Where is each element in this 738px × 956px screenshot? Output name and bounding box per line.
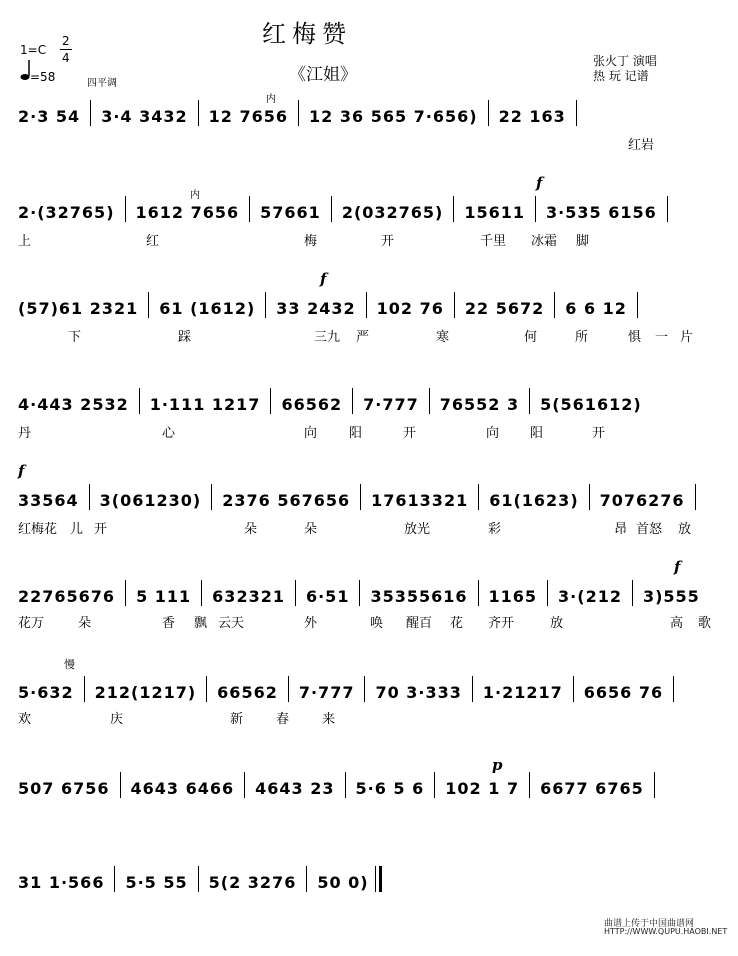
time-signature-top: 2: [62, 34, 70, 48]
lyric: 寒: [436, 330, 450, 345]
barline: [589, 484, 590, 510]
barline: [667, 196, 668, 222]
lyric: 惧: [628, 330, 642, 345]
barline: [148, 292, 149, 318]
measure: 5·5 55: [125, 873, 188, 892]
barline: [554, 292, 555, 318]
score-row-3: [18, 270, 718, 382]
lyric: 首怒: [636, 522, 663, 537]
lyric: 脚: [576, 234, 590, 249]
measure: 15611: [464, 203, 526, 222]
time-signature-divider: [60, 49, 72, 50]
barline: [453, 196, 454, 222]
tempo-value: =58: [30, 70, 56, 84]
lyric: 阳: [530, 426, 544, 441]
barline: [454, 292, 455, 318]
measure: 6·51: [305, 587, 350, 606]
barline: [331, 196, 332, 222]
lyric: 开: [381, 234, 395, 249]
barline: [488, 100, 489, 126]
lyric: 欢: [18, 712, 32, 727]
measure: 61(1623): [489, 491, 579, 510]
measure: 3·535 6156: [546, 203, 657, 222]
lyric: 片: [680, 330, 694, 345]
lyric: 心: [162, 426, 176, 441]
barline: [206, 676, 207, 702]
barline: [89, 484, 90, 510]
lyric: 开: [403, 426, 417, 441]
lyric: 千里: [480, 234, 507, 249]
lyric: 放光: [404, 522, 431, 537]
lyric: 新: [230, 712, 244, 727]
measure: 507 6756: [18, 779, 110, 798]
measure: 3(061230): [99, 491, 202, 510]
measure: 212(1217): [94, 683, 197, 702]
barline: [535, 196, 536, 222]
man-mark: 慢: [64, 658, 75, 671]
lyric: 三九: [314, 330, 341, 345]
barline: [352, 388, 353, 414]
barline: [265, 292, 266, 318]
measure: 4643 23: [255, 779, 335, 798]
score-row-7: [18, 658, 718, 766]
lyric: 放: [678, 522, 692, 537]
barline: [288, 676, 289, 702]
measure: 1165: [488, 587, 538, 606]
measure: 22765676: [18, 587, 116, 606]
measure: 66562: [217, 683, 278, 702]
measure: 2·3 54: [18, 107, 81, 126]
barline: [198, 866, 199, 892]
measure: 3)555: [642, 587, 700, 606]
barline: [84, 676, 85, 702]
barline: [211, 484, 212, 510]
lyric: 彩: [488, 522, 502, 537]
measure: 1·111 1217: [149, 395, 261, 414]
barline: [295, 580, 296, 606]
score-row-1: [18, 94, 718, 190]
measure: 102 76: [376, 299, 444, 318]
barline: [478, 484, 479, 510]
measure: 102 1 7: [445, 779, 520, 798]
barline: [359, 580, 360, 606]
barline: [478, 580, 479, 606]
barline: [306, 866, 307, 892]
measure: 6677 6765: [540, 779, 644, 798]
lyric: 踩: [178, 330, 192, 345]
barline: [125, 196, 126, 222]
lyric: 冰霜: [531, 234, 558, 249]
measure: 31 1·566: [18, 873, 105, 892]
piano-mark: p: [492, 756, 503, 774]
lyric: 朵: [78, 616, 92, 631]
lyric: 花万: [18, 616, 45, 631]
measure: 5 111: [136, 587, 192, 606]
barline: [637, 292, 638, 318]
measure: 2·(32765): [18, 203, 115, 222]
forte-mark: f: [674, 558, 681, 576]
lyric: 上: [18, 234, 32, 249]
measure: 4·443 2532: [18, 395, 129, 414]
measure: 7·777: [363, 395, 419, 414]
barline: [529, 388, 530, 414]
lyric: 春: [276, 712, 290, 727]
lyric: 丹: [18, 426, 32, 441]
lyric: 飘: [194, 616, 208, 631]
barline: [529, 772, 530, 798]
score-row-5: [18, 462, 718, 574]
lyric: 醒百: [406, 616, 433, 631]
barline: [114, 866, 115, 892]
key-signature: 1=C: [20, 43, 47, 57]
lyric: 所: [575, 330, 589, 345]
lyric: 红梅花: [18, 522, 58, 537]
barline: [472, 676, 473, 702]
lyric: 朵: [244, 522, 258, 537]
measure: 57661: [260, 203, 321, 222]
lyric: 一: [655, 330, 669, 345]
measure: 66562: [281, 395, 343, 414]
lyric: 阳: [349, 426, 363, 441]
lyric: 儿: [70, 522, 84, 537]
lyric: 歌: [698, 616, 712, 631]
measure: 12 7656: [208, 107, 289, 126]
forte-mark: f: [320, 270, 327, 288]
measure: 5·632: [18, 683, 74, 702]
measure: 33 2432: [276, 299, 356, 318]
lyric: 放: [550, 616, 564, 631]
score-row-9: [18, 866, 718, 956]
lyric: 开: [592, 426, 606, 441]
lyric: 何: [524, 330, 538, 345]
score-row-4: [18, 388, 718, 478]
measure: 22 5672: [464, 299, 545, 318]
lyric: 红岩: [628, 138, 655, 153]
measure: 1612 7656: [135, 203, 240, 222]
measure: 2(032765): [341, 203, 444, 222]
lyric: 云天: [218, 616, 245, 631]
barline: [632, 580, 633, 606]
barline: [366, 292, 367, 318]
barline: [125, 580, 126, 606]
measure: (57)61 2321: [18, 299, 139, 318]
measure: 3·4 3432: [101, 107, 188, 126]
lyric: 高: [670, 616, 684, 631]
barline: [573, 676, 574, 702]
barline: [249, 196, 250, 222]
barline: [434, 772, 435, 798]
barline: [298, 100, 299, 126]
lyric: 严: [356, 330, 370, 345]
forte-mark: f: [18, 462, 25, 480]
measure: 5(2 3276: [208, 873, 297, 892]
barline: [90, 100, 91, 126]
lyric: 向: [486, 426, 500, 441]
lyric: 花: [450, 616, 464, 631]
lyric: 梅: [304, 234, 318, 249]
nei-mark: 内: [190, 190, 200, 201]
measure: 6 6 12: [565, 299, 627, 318]
barline: [360, 484, 361, 510]
measure: 17613321: [371, 491, 469, 510]
measure: 61 (1612): [159, 299, 256, 318]
lyric: 朵: [304, 522, 318, 537]
measure: 6656 76: [583, 683, 664, 702]
lyric: 香: [162, 616, 176, 631]
credit-notator: 热 玩 记谱: [593, 69, 649, 83]
measure: 5·6 5 6: [355, 779, 425, 798]
lyric: 来: [322, 712, 336, 727]
nei-mark: 内: [266, 94, 276, 105]
lyric: 齐开: [488, 616, 515, 631]
measure: 2376 567656: [222, 491, 351, 510]
score-row-2: [18, 174, 718, 286]
footer-url: HTTP://WWW.QUPU.HAOBI.NET: [604, 927, 728, 936]
barline: [429, 388, 430, 414]
barline: [576, 100, 577, 126]
barline: [547, 580, 548, 606]
final-barline: [375, 866, 382, 892]
barline: [198, 100, 199, 126]
lyric: 开: [94, 522, 108, 537]
barline: [120, 772, 121, 798]
barline: [139, 388, 140, 414]
measure: 76552 3: [439, 395, 520, 414]
mode-label: 四平调: [87, 78, 117, 89]
lyric: 唤: [370, 616, 384, 631]
barline: [673, 676, 674, 702]
measure: 70 3·333: [375, 683, 462, 702]
time-signature-bottom: 4: [62, 51, 70, 65]
lyric: 红: [146, 234, 160, 249]
page-title: 红梅赞: [262, 20, 352, 48]
page-subtitle: 《江姐》: [289, 65, 357, 85]
lyric: 下: [68, 330, 82, 345]
barline: [364, 676, 365, 702]
measure: 12 36 565 7·656): [309, 107, 478, 126]
barline: [244, 772, 245, 798]
lyric: 外: [304, 616, 318, 631]
measure: 35355616: [370, 587, 468, 606]
barline: [695, 484, 696, 510]
barline: [201, 580, 202, 606]
credit-singer: 张火丁 演唱: [593, 54, 657, 68]
footer-site: 曲谱上传于中国曲谱网: [604, 919, 695, 929]
score-row-8: [18, 756, 718, 862]
lyric: 向: [304, 426, 318, 441]
lyric: 昂: [614, 522, 628, 537]
measure: 4643 6466: [130, 779, 235, 798]
measure: 7076276: [599, 491, 685, 510]
measure: 22 163: [498, 107, 566, 126]
measure: 33564: [18, 491, 79, 510]
measure: 1·21217: [482, 683, 563, 702]
measure: 50 0): [317, 873, 369, 892]
forte-mark: f: [536, 174, 543, 192]
measure: 632321: [212, 587, 285, 606]
barline: [345, 772, 346, 798]
score-row-6: [18, 558, 718, 670]
barline: [270, 388, 271, 414]
barline: [654, 772, 655, 798]
measure: 5(561612): [540, 395, 642, 414]
lyric: 庆: [110, 712, 124, 727]
measure: 7·777: [298, 683, 355, 702]
measure: 3·(212: [558, 587, 622, 606]
